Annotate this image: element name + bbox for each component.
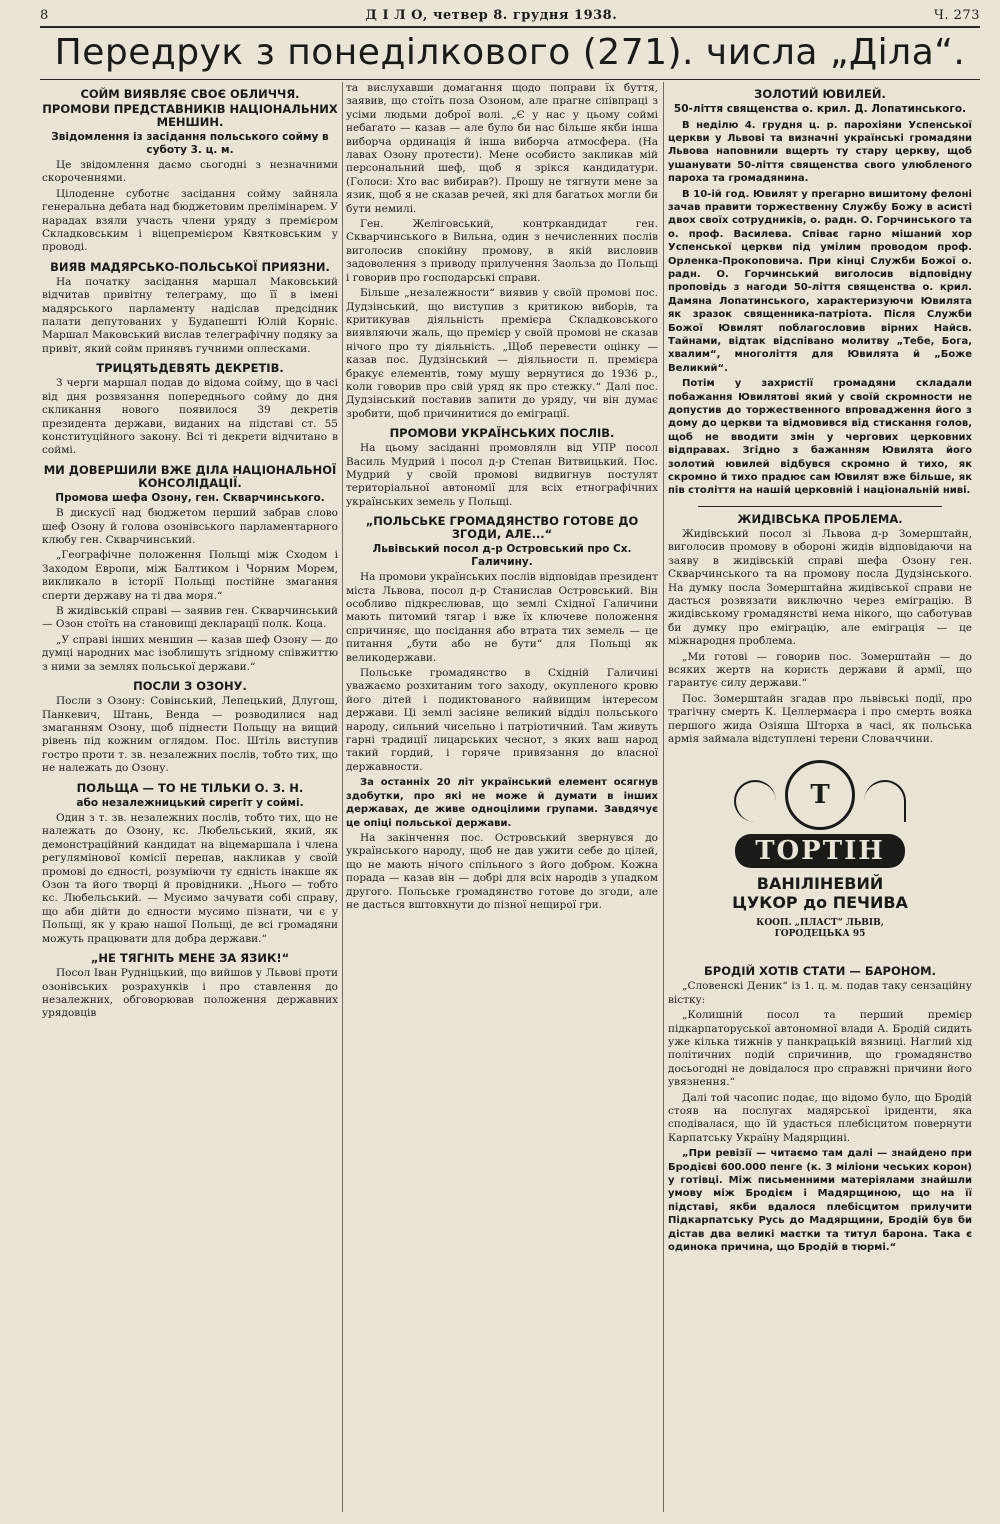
column-divider-2	[663, 82, 664, 1512]
section-heading: ПРОМОВИ УКРАЇНСЬКИХ ПОСЛІВ.	[389, 426, 615, 441]
section-heading: СОЙМ ВИЯВЛЯЄ СВОЄ ОБЛИЧЧЯ.	[80, 87, 300, 101]
section-subheading: Львівський посол д-р Островський про Сх. Галичину.	[372, 543, 632, 568]
masthead-center	[365, 8, 617, 23]
ad-product: ВАНІЛІНЕВИЙ ЦУКОР до ПЕЧИВА	[732, 874, 908, 913]
masthead	[40, 4, 980, 26]
section-heading: „НЕ ТЯГНІТЬ МЕНЕ ЗА ЯЗИК!“	[90, 951, 290, 966]
ad-brand-name: ТОРТІН	[735, 834, 905, 868]
paragraph: З черги маршал подав до відома сойму, що в часі від дня розвязання попереднього сойму до дня скликання нового появилося 39 декретів президента держави, виданих на підставі ст. 55 конституційного закону. Всі ті декрети відчитано в соймі.	[42, 377, 338, 457]
brand-monogram-icon: Т	[785, 760, 855, 830]
paragraph: Пос. Зомерштайн згадав про львівські події, про трагічну смерть К. Целлермаєра і про смерть вояка першого жида Озіяша Шторха в часі, як польська армія займала відступлені терени Словаччини.	[668, 692, 972, 745]
paragraph-emphasis: В неділю 4. грудня ц. р. парохіяни Успенської церкви у Львові та визначні українські громадяни Львова наповнили вщерть ту стару церкву, щоб ушанувати 50-ліття священства свого улюбленого пароха та громадянина.	[668, 119, 972, 185]
column-divider-1	[342, 82, 343, 1512]
section-heading: БРОДІЙ ХОТІВ СТАТИ — БАРОНОМ.	[704, 964, 936, 979]
section-divider	[698, 506, 942, 507]
column-3	[668, 82, 972, 1512]
paragraph: „Словенскі Деник“ із 1. ц. м. подав таку сензаційну вістку:	[668, 980, 972, 1006]
newspaper-name: Д І Л О,	[365, 7, 428, 23]
issue-number: Ч. 273	[933, 7, 980, 23]
section-subheading: 50-ліття священства о. крил. Д. Лопатинського.	[673, 103, 967, 115]
paragraph: На початку засідання маршал Маковський відчитав привітну телеграму, що її в імені мадярського парламенту надіслав предсідник палати депутованих у Будапешті Юлій Корніс. Маршал Маковський вислав телеграфічну подяку за привіт, який сойм принявъ гучними оплесками.	[42, 275, 338, 355]
paragraph-emphasis: В 10-ій год. Ювилят у прегарно вишитому фелоні зачав правити торжественну Службу Божу в асисті двох своїх сотрудників, о. радн. О. Горчинського та о. проф. Василева. Співає гарно мішаний хор Успенської церкви під умілим проводом проф. Орленка-Прокоповича. При кінці Служби Божої о. радн. О. Горчинський виголосив відповідну проповідь з нагоди 50-ліття священства о. крил. Дамяна Лопатинського, характеризуючи Ювилята як зразок священника-патріота. Після Служби Божої Ювилят поблагословив вірних Найсв. Тайнами, відтак відспівано молитву „Тебе, Бога, хвалим“, многоліття для Ювилята й „Боже Великий“.	[668, 188, 972, 374]
paragraph: В жидівській справі — заявив ген. Скварчинський — Озон стоїть на становищі декларації полк. Коца.	[42, 605, 338, 631]
issue-date: четвер 8. грудня 1938.	[432, 7, 618, 23]
paragraph-emphasis: За останніх 20 літ український елемент осягнув здобутки, про які не може й думати в інших державах, де живе одноцілими групами. Завдячує це опіці польської держави.	[346, 777, 658, 829]
section-subheading: Звідомлення із засідання польського сойму в суботу 3. ц. м.	[51, 131, 329, 156]
paragraph: „Географічне положення Польщі між Сходом і Заходом Европи, між Балтиком і Чорним Морем, викликало в історії Польщі постійне змагання сперти державу на ті два моря.“	[42, 549, 338, 602]
section-heading: „ПОЛЬСЬКЕ ГРОМАДЯНСТВО ГОТОВЕ ДО ЗГОДИ, АЛЕ...“	[365, 514, 639, 542]
paragraph: Цілоденне суботнє засідання сойму зайняла генеральна дебата над бюджетовим прелімінарем. У нарадах взяли участь члени уряду з премієром Складковським і віцепремієром Квятковським у проводі.	[42, 187, 338, 254]
page-headline: Передрук з понеділкового (271). числа „Діла“.	[54, 32, 966, 73]
paragraph: Це звідомлення даємо сьогодні з незначними скороченнями.	[42, 159, 338, 185]
paragraph: Ген. Желіговський, контркандидат ген. Скварчинського в Вильна, один з нечисленних послів виголосив спокійну промову, в якій висловив задоволення з приводу прилучення Заольза до Польщі і говорив про господарські справи.	[346, 218, 658, 284]
section-subheading: Промова шефа Озону, ген. Скварчинського.	[55, 491, 325, 504]
page-number: 8	[40, 7, 49, 23]
paragraph: Більше „незалежности“ виявив у своїй промові пос. Дудзінський, що виступив з критикою виборів, та критикував діяльність премієра Складковського виявляючи жаль, що премієр у своїй промові не сказав нічого про ту діяльність. „Щоб перевести оцінку — казав пос. Дудзінський — діяльности п. премієра бракує елементів, тому мушу вернутися до 1936 р., коли говорив про свій уряд як про стежку.“ Далі пос. Дудзінський поставив запити до уряду, чи він думає зробити, щоб причинитися до еміграції.	[346, 287, 658, 420]
paragraph: На промови українських послів відповідав президент міста Львова, посол д-р Станислав Островський. Він особливо підкреслював, що землі Східної Галичини мають питомий тягар і вже їх ключеве положення спричиняє, що посідання або втрата тих земель — це питання „бути або не бути“ для Польщі як великодержави.	[346, 571, 658, 664]
column-1	[42, 82, 338, 1512]
paragraph: Далі той часопис подає, що відомо було, що Бродій стояв на послугах мадярської іриденти, яка сподівалася, що їй удасться плебісцитом повернути Карпатську Україну Мадярщині.	[668, 1091, 972, 1144]
section-heading: ПОЛЬЩА — ТО НЕ ТІЛЬКИ О. З. Н.	[76, 780, 304, 795]
column-2	[346, 82, 658, 1512]
section-heading: ЖИДІВСЬКА ПРОБЛЕМА.	[737, 511, 903, 526]
ornament-swirl-icon	[864, 780, 906, 822]
tortin-advertisement	[730, 760, 910, 955]
paragraph: „Колишній посол та перший премієр підкарпаторуської автономної влади А. Бродій сидить уже кілька тижнів у панкрацькій вязниці. Наглий хід політичних подій спричинив, що громадянство досьогодні не довідалося про справжні причини його увязнення.“	[668, 1009, 972, 1089]
section-heading: ТРИЦЯТЬДЕВЯТЬ ДЕКРЕТІВ.	[96, 361, 284, 376]
paragraph: Жидівський посол зі Львова д-р Зомерштайн, виголосив промову в обороні жидів відповідаючи на заяву в жидівській справі шефа Озону ген. Скварчинського та на промову посла Дудзінського. На думку посла Зомерштайна жидівської справи не дасться розвязати виключно через еміграцію. В жидівському громадянстві нема нікого, що саботував би думку про еміграцію, але еміграція — це міжнародня проблема.	[668, 527, 972, 648]
ad-maker: КООП. „ПЛАСТ“ ЛЬВІВ, ГОРОДЕЦЬКА 95	[756, 918, 884, 940]
section-heading: ЗОЛОТИЙ ЮВИЛЕЙ.	[754, 87, 886, 101]
paragraph: „У справі інших меншин — казав шеф Озону — до думці народних мас ізоблишуть згідному співжиттю з ними за землях польської держави.“	[42, 633, 338, 673]
paragraph: На цьому засіданні промовляли від УПР посол Василь Мудрий і посол д-р Степан Витвицький. Пос. Мудрий у своїй промові видвигнув постулят територіальної автономії для всіх етнографічних українських земель у Польщі.	[346, 442, 658, 508]
headline-rule	[40, 79, 980, 80]
paragraph: Посол Іван Рудніцький, що вийшов у Львові проти озонівських розрахунків і про ставлення до незалежних, обговорював положення державних урядовців	[42, 967, 338, 1020]
paragraph-emphasis: „При ревізії — читаємо там далі — знайдено при Бродієві 600.000 пенге (к. 3 міліони чеських корон) у готівці. Між письменними матеріялами знайшли умову між Бродієм і Мадярщиною, що на її підставі, якби вдалося плебісцитом прилучити Підкарпатську Русь до Мадярщини, Бродій був би дістав два великі маєтки та титул барона. Така є одинока причина, що Бродій в тюрмі.“	[668, 1148, 972, 1254]
section-heading: МИ ДОВЕРШИЛИ ВЖЕ ДІЛА НАЦІОНАЛЬНОЇ КОНСОЛІДАЦІЇ.	[43, 462, 337, 490]
paragraph: Посли з Озону: Совінський, Лепецький, Длугош, Панкевич, Штань, Венда — розводилися над змаганням Озону, щоб піднести Польщу на вищий рівень під кожним оглядом. Пос. Штіль виступив гостро проти т. зв. незалежних послів, тобто тих, що не належать до Озону.	[42, 695, 338, 775]
paragraph: В дискусії над бюджетом перший забрав слово шеф Озону й голова озонівського парламентарного клюбу ген. Скварчинський.	[42, 507, 338, 547]
paragraph: та вислухавши домагання щодо поправи їх буття, заявив, що стоїть поза Озоном, але прагне співпраці з усіми людьми доброї волі. „Є у нас у цьому соймі небагато — казав — але було би нас більше якби інша виборча ординація й інша виборча атмосфера. (На лавах Озону протести). Мене особисто закликав мій персональний шеф, щоб я зрікся кандидатури. (Голоси: Хто вас вибирав?). Прошу не тягнути мене за язик, щоб я не сказав речей, які для багатьох могли би бути немилі.	[346, 82, 658, 215]
ornament-swirl-icon	[734, 780, 776, 822]
paragraph: На закінчення пос. Островський звернувся до українського народу, щоб не дав ужити себе до цілей, що не мають нічого спільного з його добром. Кожна порада — казав він — добрі для всіх народів з упадком другого. Польське громадянство готове до згоди, але не дасться вштовхнути до пізної нещирої гри.	[346, 831, 658, 911]
paragraph: Польське громадянство в Східній Галичині уважаємо розхитаним того заходу, окупленого кровю його дітей і подиктованого найвищим інтересом держави. Ці землі засіяне великий відділ польського народу, сильний чисельно і патріотичний. Там живуть гарні традиції лицарських чеснот, з яких ваш народ такий гордий, і горяче привязання до власної державности.	[346, 667, 658, 773]
section-heading: ВИЯВ МАДЯРСЬКО-ПОЛЬСЬКОЇ ПРИЯЗНИ.	[50, 259, 330, 274]
section-heading: ПРОМОВИ ПРЕДСТАВНИКІВ НАЦІОНАЛЬНИХ МЕНШИН.	[42, 102, 338, 129]
paragraph: Один з т. зв. незалежних послів, тобто тих, що не належать до Озону, кс. Любельський, який, як демонстраційний кандидат на віцемаршала і члена регулямінової комісії перепав, накликав у своїй промові до єдності, розуміючи ту єдність інакше як Озон та його творці й провідники. „Нього — тобто кс. Любельський. — Мусимо зачувати собі справу, що аби дійти до єдности мусимо пізнати, чи є у Польщі, як у краю нашої Польщі, де всі громадяни можуть працювати для добра держави.“	[42, 812, 338, 945]
section-heading: ПОСЛИ З ОЗОНУ.	[133, 679, 247, 694]
section-subheading: або незалежницький сирегіт у соймі.	[76, 796, 304, 809]
paragraph-emphasis: Потім у захристії громадяни складали побажання Ювилятові який у своїй скромности не допустив до торжественного впровадження його з дому до церкви та відмовився від стискання голов, щоб не вводити змін у чергових церковних відправах. Згідно з бажанням Ювилята його золотий ювилей відбувся скромно й тихо, як скромно й тихо прадює сам Ювилят вже більше, як пів століття на нашій церковній і національній ниві.	[668, 378, 972, 497]
paragraph: „Ми готові — говорив пос. Зомерштайн — до всяких жертв на користь держави й армії, що гарантує силу держави.“	[668, 650, 972, 690]
